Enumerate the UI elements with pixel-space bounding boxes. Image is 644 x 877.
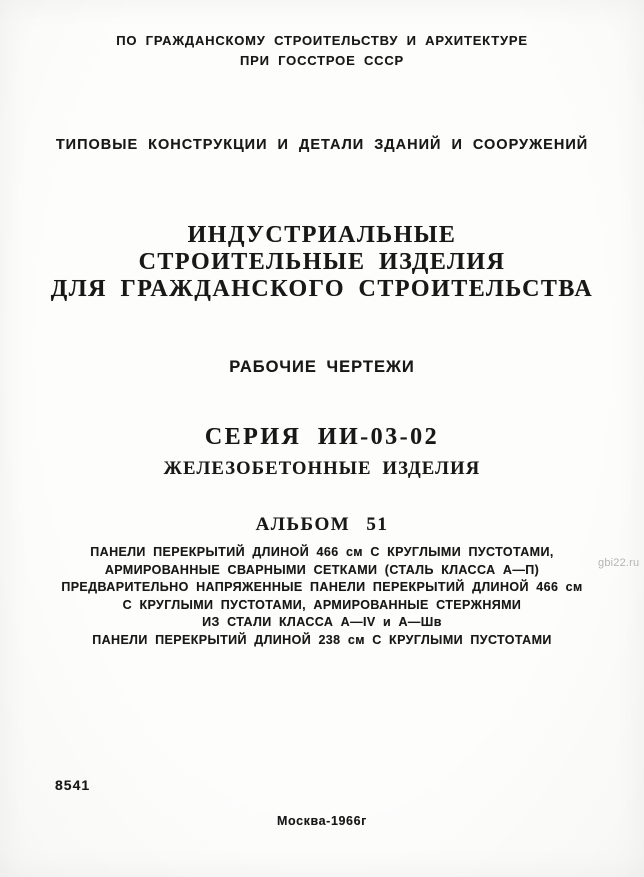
album-contents <box>0 544 644 649</box>
working-drawings-subtitle: РАБОЧИЕ ЧЕРТЕЖИ <box>229 358 415 376</box>
imprint-moscow-year: Москва-1966г <box>277 814 367 828</box>
main-title <box>0 222 644 303</box>
album-contents-line-6: ПАНЕЛИ ПЕРЕКРЫТИЙ ДЛИНОЙ 238 см С КРУГЛЫМИ ПУСТОТАМИ <box>92 632 552 647</box>
organization-line-2: ПРИ ГОССТРОЕ СССР <box>239 53 404 68</box>
main-title-line-2: СТРОИТЕЛЬНЫЕ ИЗДЕЛИЯ <box>138 249 506 275</box>
album-number: АЛЬБОМ 51 <box>255 514 389 535</box>
site-watermark: gbi22.ru <box>598 557 640 569</box>
document-number: 8541 <box>55 777 91 793</box>
album-contents-line-3: ПРЕДВАРИТЕЛЬНО НАПРЯЖЕННЫЕ ПАНЕЛИ ПЕРЕКРЫТИЙ ДЛИНОЙ 466 см <box>61 580 583 594</box>
main-title-line-3: ДЛЯ ГРАЖДАНСКОГО СТРОИТЕЛЬСТВА <box>50 276 594 302</box>
album-contents-line-2: АРМИРОВАННЫЕ СВАРНЫМИ СЕТКАМИ (СТАЛЬ КЛАССА А—П) <box>104 562 540 577</box>
album-contents-line-1: ПАНЕЛИ ПЕРЕКРЫТИЙ ДЛИНОЙ 466 см С КРУГЛЫМИ ПУСТОТАМИ, <box>90 545 554 559</box>
series-heading: ТИПОВЫЕ КОНСТРУКЦИИ И ДЕТАЛИ ЗДАНИЙ И СООРУЖЕНИЙ <box>55 137 589 153</box>
category-title: ЖЕЛЕЗОБЕТОННЫЕ ИЗДЕЛИЯ <box>163 459 481 479</box>
organization-line-1: ПО ГРАЖДАНСКОМУ СТРОИТЕЛЬСТВУ И АРХИТЕКТУРЕ <box>116 33 528 48</box>
organization-header <box>0 31 644 71</box>
series-number: СЕРИЯ ИИ-03-02 <box>204 424 440 450</box>
album-contents-line-5: ИЗ СТАЛИ КЛАССА А—IV и А—Шв <box>202 615 442 629</box>
main-title-line-1: ИНДУСТРИАЛЬНЫЕ <box>187 222 457 248</box>
album-contents-line-4: С КРУГЛЫМИ ПУСТОТАМИ, АРМИРОВАННЫЕ СТЕРЖНЯМИ <box>122 597 522 612</box>
